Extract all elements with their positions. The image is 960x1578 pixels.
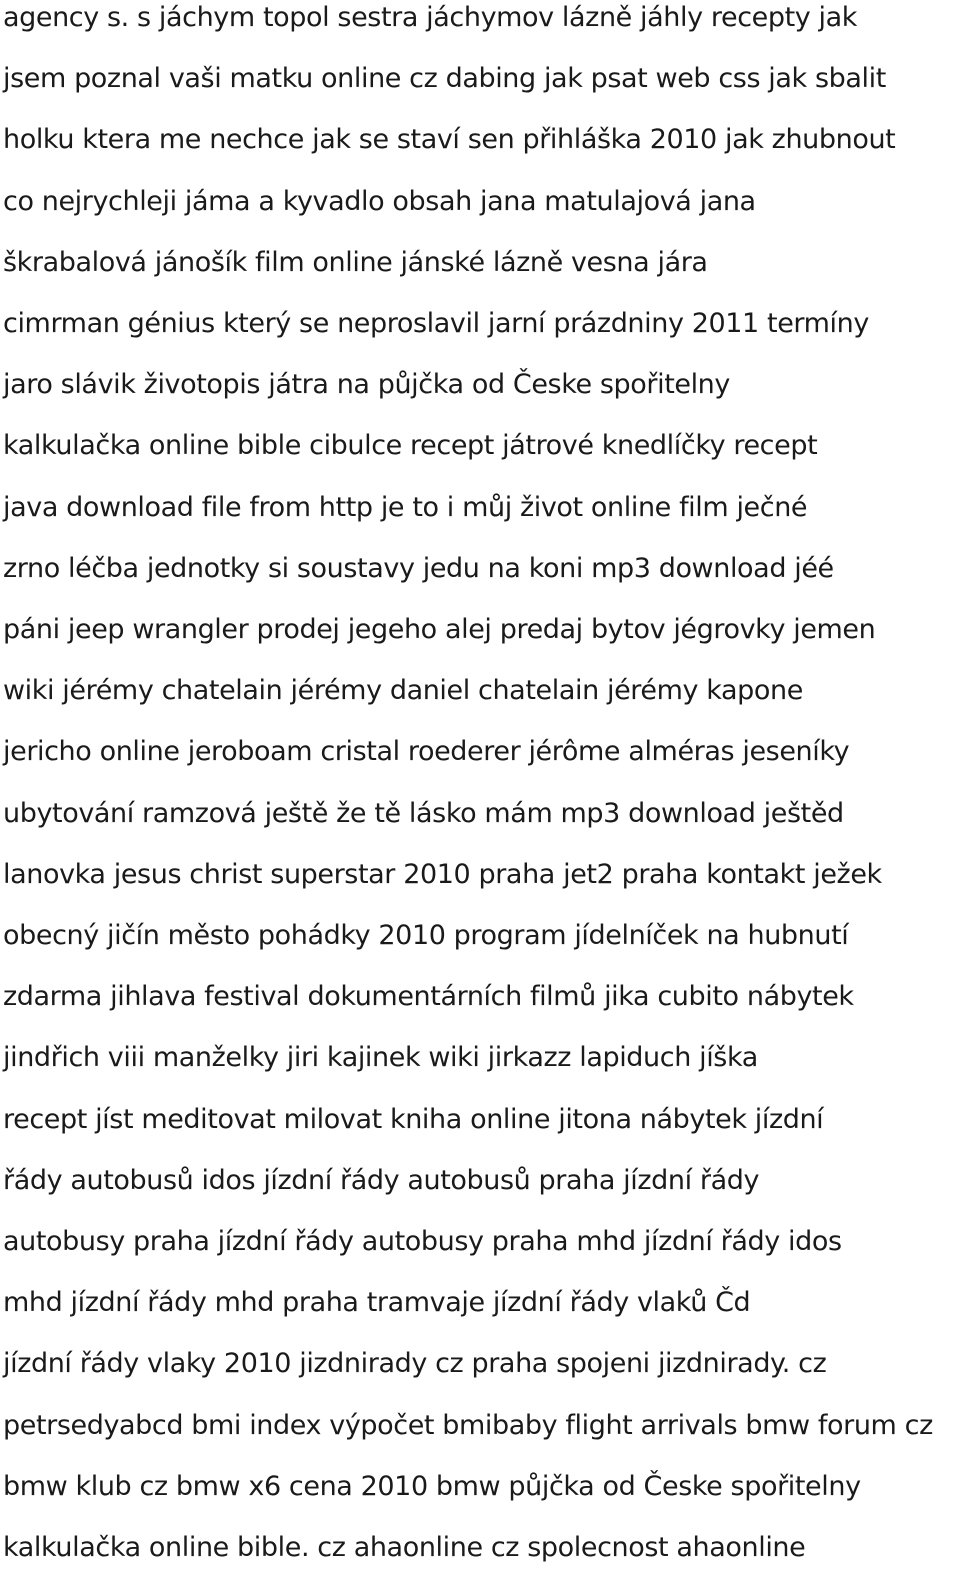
text-line: škrabalová jánošík film online jánské lázně vesna jára bbox=[3, 246, 708, 278]
text-line: autobusy praha jízdní řády autobusy praha mhd jízdní řády idos bbox=[3, 1226, 842, 1258]
text-line: zdarma jihlava festival dokumentárních filmů jika cubito nábytek bbox=[3, 981, 854, 1013]
text-line: petrsedyabcd bmi index výpočet bmibaby flight arrivals bmw forum cz bbox=[3, 1409, 933, 1441]
text-line: recept jíst meditovat milovat kniha online jitona nábytek jízdní bbox=[3, 1103, 824, 1135]
text-line: obecný jičín město pohádky 2010 program jídelníček na hubnutí bbox=[3, 920, 849, 952]
text-line: páni jeep wrangler prodej jegeho alej predaj bytov jégrovky jemen bbox=[3, 614, 876, 646]
text-line: java download file from http je to i můj život online film ječné bbox=[3, 491, 808, 523]
text-line: lanovka jesus christ superstar 2010 praha jet2 praha kontakt ježek bbox=[3, 858, 882, 890]
text-line: kalkulačka online bible. cz ahaonline cz spolecnost ahaonline bbox=[3, 1532, 806, 1564]
text-line: cimrman génius který se neproslavil jarní prázdniny 2011 termíny bbox=[3, 308, 869, 340]
text-line: holku ktera me nechce jak se staví sen přihláška 2010 jak zhubnout bbox=[3, 124, 896, 156]
text-line: jaro slávik životopis játra na půjčka od Česke spořitelny bbox=[3, 369, 730, 401]
text-line: mhd jízdní řády mhd praha tramvaje jízdní řády vlaků Čd bbox=[3, 1287, 751, 1319]
text-line: jindřich viii manželky jiri kajinek wiki jirkazz lapiduch jíška bbox=[3, 1042, 758, 1074]
text-line: bmw klub cz bmw x6 cena 2010 bmw půjčka od Česke spořitelny bbox=[3, 1470, 861, 1502]
text-line: co nejrychleji jáma a kyvadlo obsah jana matulajová jana bbox=[3, 185, 756, 217]
text-line: kalkulačka online bible cibulce recept játrové knedlíčky recept bbox=[3, 430, 818, 462]
text-line: řády autobusů idos jízdní řády autobusů praha jízdní řády bbox=[3, 1164, 760, 1196]
text-line: jericho online jeroboam cristal roederer jérôme alméras jeseníky bbox=[3, 736, 850, 768]
text-line: wiki jérémy chatelain jérémy daniel chatelain jérémy kapone bbox=[3, 675, 803, 707]
text-line: jízdní řády vlaky 2010 jizdnirady cz praha spojeni jizdnirady. cz bbox=[3, 1348, 827, 1380]
text-line: zrno léčba jednotky si soustavy jedu na koni mp3 download jéé bbox=[3, 552, 834, 584]
text-line: jsem poznal vaši matku online cz dabing jak psat web css jak sbalit bbox=[3, 63, 886, 95]
text-line: agency s. s jáchym topol sestra jáchymov lázně jáhly recepty jak bbox=[3, 2, 858, 33]
text-line: ubytování ramzová ještě že tě lásko mám mp3 download ještěd bbox=[3, 797, 844, 829]
